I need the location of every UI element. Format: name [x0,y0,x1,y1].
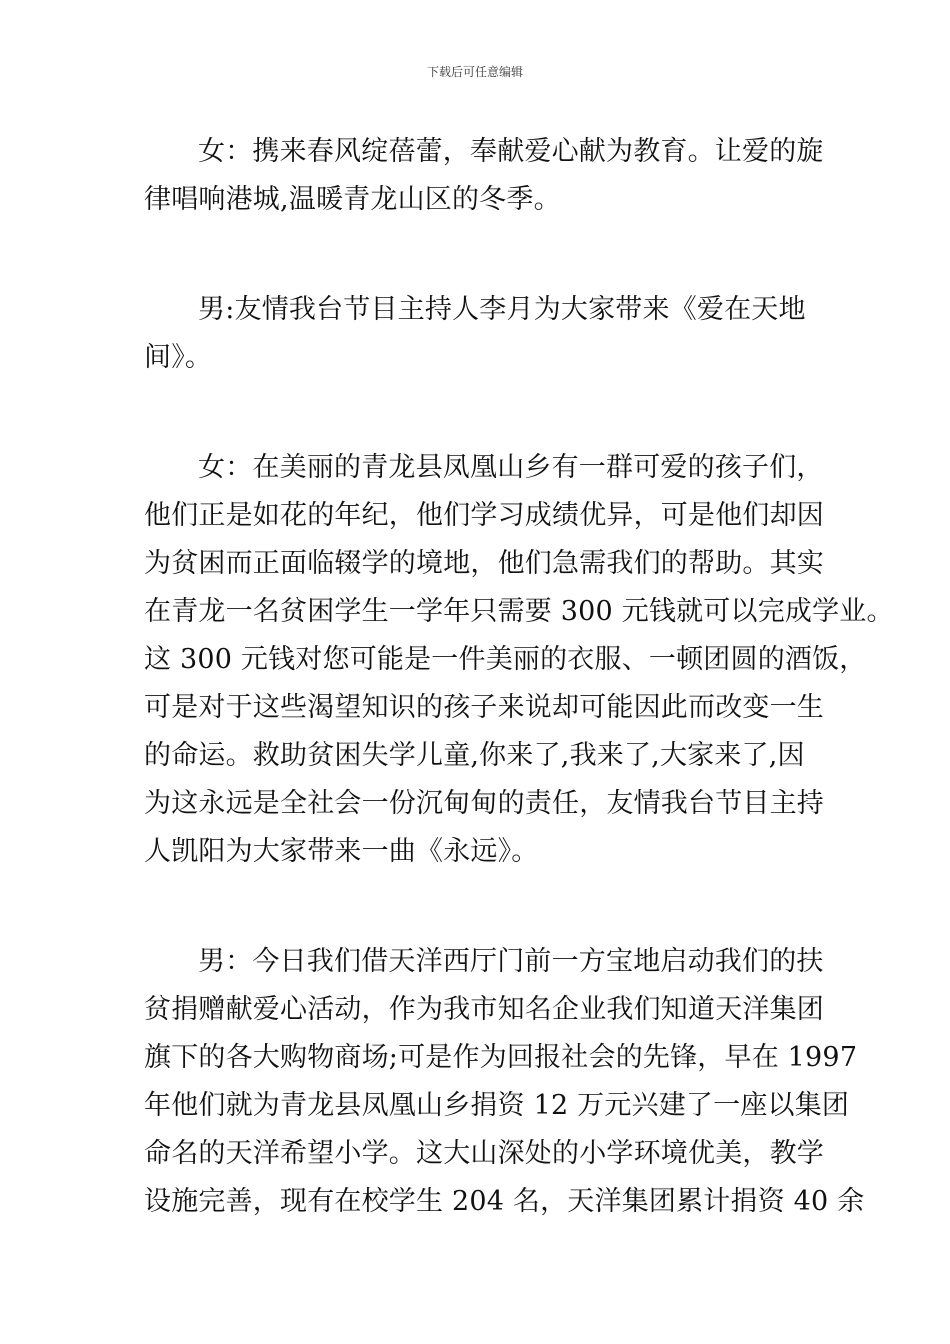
text-line: 他们正是如花的年纪，他们学习成绩优异，可是他们却因 [144,500,824,531]
paragraph-3 [144,444,894,876]
text-line: 为贫困而正面临辍学的境地，他们急需我们的帮助。其实 [144,548,824,579]
text-line: 在青龙一名贫困学生一学年只需要 300 元钱就可以完成学业。 [144,596,894,627]
text-line: 间》。 [144,342,213,373]
document-body [144,128,894,1288]
paragraph-1 [144,128,824,224]
text-line: 贫捐赠献爱心活动，作为我市知名企业我们知道天洋集团 [144,994,824,1025]
paragraph-4 [144,938,865,1226]
text-line: 设施完善，现有在校学生 204 名，天洋集团累计捐资 40 余 [144,1186,865,1217]
text-line: 命名的天洋希望小学。这大山深处的小学环境优美，教学 [144,1138,824,1169]
text-line: 这 300 元钱对您可能是一件美丽的衣服、一顿团圆的酒饭， [144,644,867,675]
paragraph-2 [144,286,824,382]
text-line: 旗下的各大购物商场;可是作为回报社会的先锋，早在 1997 [144,1042,858,1073]
text-line: 的命运。救助贫困失学儿童,你来了,我来了,大家来了,因 [144,740,805,771]
text-line: 年他们就为青龙县凤凰山乡捐资 12 万元兴建了一座以集团 [144,1090,850,1121]
page-header: 下载后可任意编辑 [426,65,523,79]
text-line: 男:友情我台节目主持人李月为大家带来《爱在天地 [198,294,806,325]
text-line: 人凯阳为大家带来一曲《永远》。 [144,836,539,867]
text-line: 女：在美丽的青龙县凤凰山乡有一群可爱的孩子们， [198,452,824,483]
text-line: 女：携来春风绽蓓蕾，奉献爱心献为教育。让爱的旋 [198,136,824,167]
text-line: 为这永远是全社会一份沉甸甸的责任，友情我台节目主持 [144,788,824,819]
text-line: 男：今日我们借天洋西厅门前一方宝地启动我们的扶 [198,946,824,977]
text-line: 可是对于这些渴望知识的孩子来说却可能因此而改变一生 [144,692,824,723]
text-line: 律唱响港城,温暖青龙山区的冬季。 [144,184,561,215]
